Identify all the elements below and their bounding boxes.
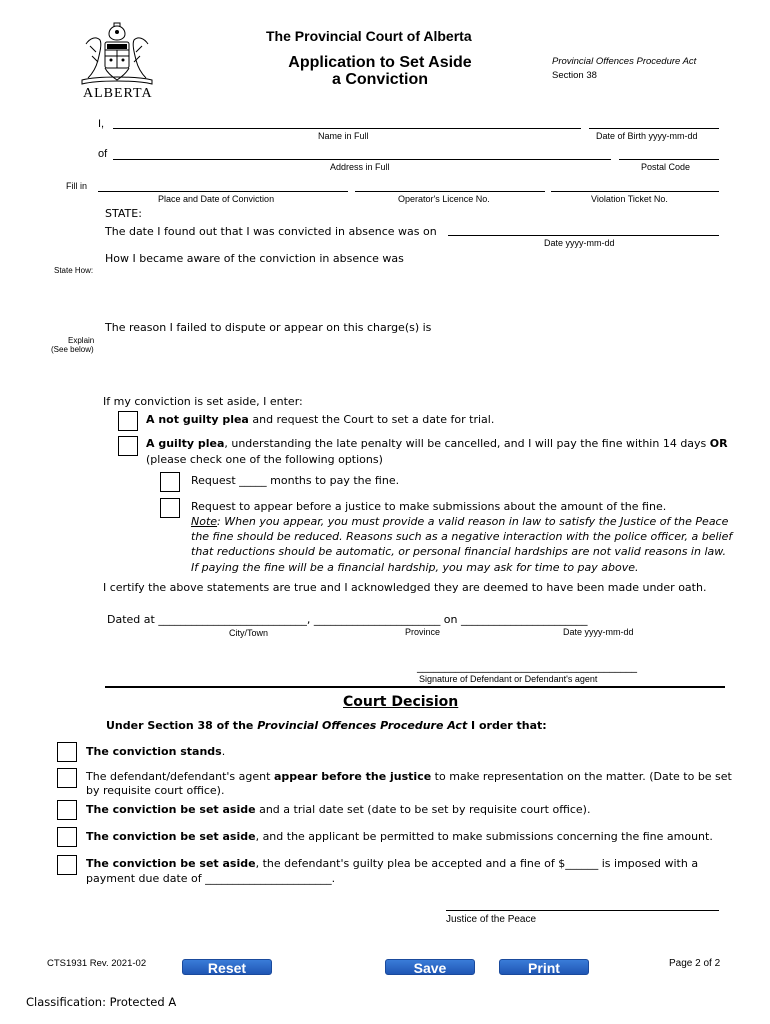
reason-input-area[interactable]: [104, 334, 720, 390]
note-line3: that reductions should be automatic, or personal financial hardships are not valid reasons in law.: [191, 545, 727, 558]
section-divider: [105, 686, 725, 688]
classification: Classification: Protected A: [26, 995, 177, 1009]
not-guilty-rest: and request the Court to set a date for trial.: [248, 413, 495, 426]
decision-submissions-bold: The conviction be set aside: [86, 830, 256, 843]
address-field[interactable]: [113, 159, 611, 160]
aware-text: How I became aware of the conviction in absence was: [105, 252, 404, 265]
coat-of-arms-icon: [78, 22, 156, 86]
fill-in-label: Fill in: [66, 181, 88, 191]
reason-text: The reason I failed to dispute or appear on this charge(s) is: [105, 321, 432, 334]
guilty-rest: , understanding the late penalty will be cancelled, and I will pay the fine within 14 days: [224, 437, 710, 450]
guilty-line2: (please check one of the following options): [146, 453, 383, 466]
note-line4: If paying the fine will be a financial hardship, you may ask for time to pay above.: [191, 561, 639, 574]
explain-label: Explain: [68, 336, 95, 345]
aware-input-area[interactable]: [104, 265, 720, 315]
signature-line: ________________________________________: [417, 660, 637, 673]
ticket-field[interactable]: [551, 191, 719, 192]
decision-set-aside-trial-checkbox[interactable]: [57, 800, 77, 820]
note-text1: : When you appear, you must provide a valid reason in law to satisfy the Justice of the Peace: [217, 515, 729, 528]
signature-caption: Signature of Defendant or Defendant's agent: [419, 674, 598, 684]
alberta-logo: [78, 22, 156, 102]
guilty-checkbox[interactable]: [118, 436, 138, 456]
decision-intro-end: I order that:: [467, 719, 547, 732]
decision-stands-rest: .: [221, 745, 226, 758]
decision-appear-checkbox[interactable]: [57, 768, 77, 788]
decision-intro: [106, 719, 547, 732]
dob-caption: Date of Birth yyyy-mm-dd: [596, 131, 698, 141]
decision-appear-bold: appear before the justice: [273, 770, 432, 783]
postal-caption: Postal Code: [641, 162, 691, 172]
decision-trial-rest: and a trial date set (date to be set by requisite court office).: [255, 803, 591, 816]
city-caption: City/Town: [229, 628, 269, 638]
not-guilty-bold: A not guilty plea: [146, 413, 249, 426]
decision-set-aside-submissions-checkbox[interactable]: [57, 827, 77, 847]
dated-line: Dated at ___________________________, _______________________ on _______________________: [107, 613, 588, 626]
decision-trial-bold: The conviction be set aside: [86, 803, 256, 816]
see-below-label: (See below): [51, 345, 94, 354]
decision-intro-start: Under Section 38 of the: [106, 719, 258, 732]
name-field[interactable]: [113, 128, 581, 129]
decision-intro-act: Provincial Offences Procedure Act: [257, 719, 468, 732]
state-label: STATE:: [105, 207, 142, 220]
postal-code-field[interactable]: [619, 159, 719, 160]
ticket-caption: Violation Ticket No.: [591, 194, 668, 204]
reset-button[interactable]: Reset: [182, 959, 272, 975]
form-id: CTS1931 Rev. 2021-02: [47, 958, 147, 969]
court-decision-heading: Court Decision: [343, 694, 459, 710]
act-name: Provincial Offences Procedure Act: [552, 56, 697, 67]
decision-plea-rest: , the defendant's guilty plea be accepted and a fine of $______ is imposed with a: [255, 857, 699, 870]
request-appear-text: Request to appear before a justice to make submissions about the amount of the fine.: [191, 500, 667, 513]
found-out-text: The date I found out that I was convicted in absence was on: [105, 225, 437, 238]
page-number: Page 2 of 2: [669, 958, 721, 969]
decision-appear-line2: by requisite court office).: [86, 784, 225, 797]
address-caption: Address in Full: [330, 162, 390, 172]
decision-appear-pre: The defendant/defendant's agent: [86, 770, 274, 783]
certify-text: I certify the above statements are true and I acknowledged they are deemed to have been made under oath.: [103, 581, 707, 594]
note-label: Note: [191, 515, 218, 528]
found-out-caption: Date yyyy-mm-dd: [544, 238, 615, 248]
decision-set-aside-plea-checkbox[interactable]: [57, 855, 77, 875]
decision-appear-option: [86, 770, 732, 783]
decision-stands-option: [86, 745, 225, 758]
decision-stands-bold: The conviction stands: [86, 745, 222, 758]
guilty-or: OR: [709, 437, 728, 450]
found-out-date-field[interactable]: [448, 235, 719, 236]
name-caption: Name in Full: [318, 131, 369, 141]
decision-submissions-rest: , and the applicant be permitted to make submissions concerning the fine amount.: [255, 830, 713, 843]
licence-field[interactable]: [355, 191, 545, 192]
decision-set-aside-submissions-option: [86, 830, 713, 843]
licence-caption: Operator's Licence No.: [398, 194, 490, 204]
decision-appear-rest: to make representation on the matter. (Date to be set: [431, 770, 732, 783]
i-label: I,: [98, 118, 105, 130]
justice-signature-field[interactable]: [446, 910, 719, 911]
province-caption: Province: [405, 627, 441, 637]
act-section: Section 38: [552, 70, 597, 81]
court-name: The Provincial Court of Alberta: [266, 28, 472, 44]
request-appear-checkbox[interactable]: [160, 498, 180, 518]
plea-intro: If my conviction is set aside, I enter:: [103, 395, 303, 408]
decision-set-aside-trial-option: [86, 803, 590, 816]
request-months-checkbox[interactable]: [160, 472, 180, 492]
form-title-line2: a Conviction: [331, 71, 428, 88]
state-how-label: State How:: [54, 266, 94, 275]
place-caption: Place and Date of Conviction: [158, 194, 275, 204]
not-guilty-checkbox[interactable]: [118, 411, 138, 431]
decision-plea-line2: payment due date of _______________________.: [86, 872, 336, 885]
dob-field[interactable]: [589, 128, 719, 129]
not-guilty-option: [146, 413, 494, 426]
decision-stands-checkbox[interactable]: [57, 742, 77, 762]
note-line2: the fine should be reduced. Reasons such as a negative interaction with the police officer, a belief: [191, 530, 733, 543]
justice-caption: Justice of the Peace: [446, 914, 537, 925]
guilty-option: [146, 437, 746, 450]
request-months-text: Request _____ months to pay the fine.: [191, 474, 400, 487]
of-label: of: [98, 148, 108, 160]
form-title-line1: Application to Set Aside: [288, 54, 472, 71]
note-line1: [191, 515, 728, 528]
guilty-bold: A guilty plea: [146, 437, 225, 450]
save-button[interactable]: Save: [385, 959, 475, 975]
date-caption: Date yyyy-mm-dd: [563, 627, 634, 637]
decision-plea-bold: The conviction be set aside: [86, 857, 256, 870]
place-date-field[interactable]: [98, 191, 348, 192]
print-button[interactable]: Print: [499, 959, 589, 975]
logo-wordmark: ALBERTA: [83, 86, 153, 101]
decision-set-aside-plea-option: [86, 857, 698, 870]
